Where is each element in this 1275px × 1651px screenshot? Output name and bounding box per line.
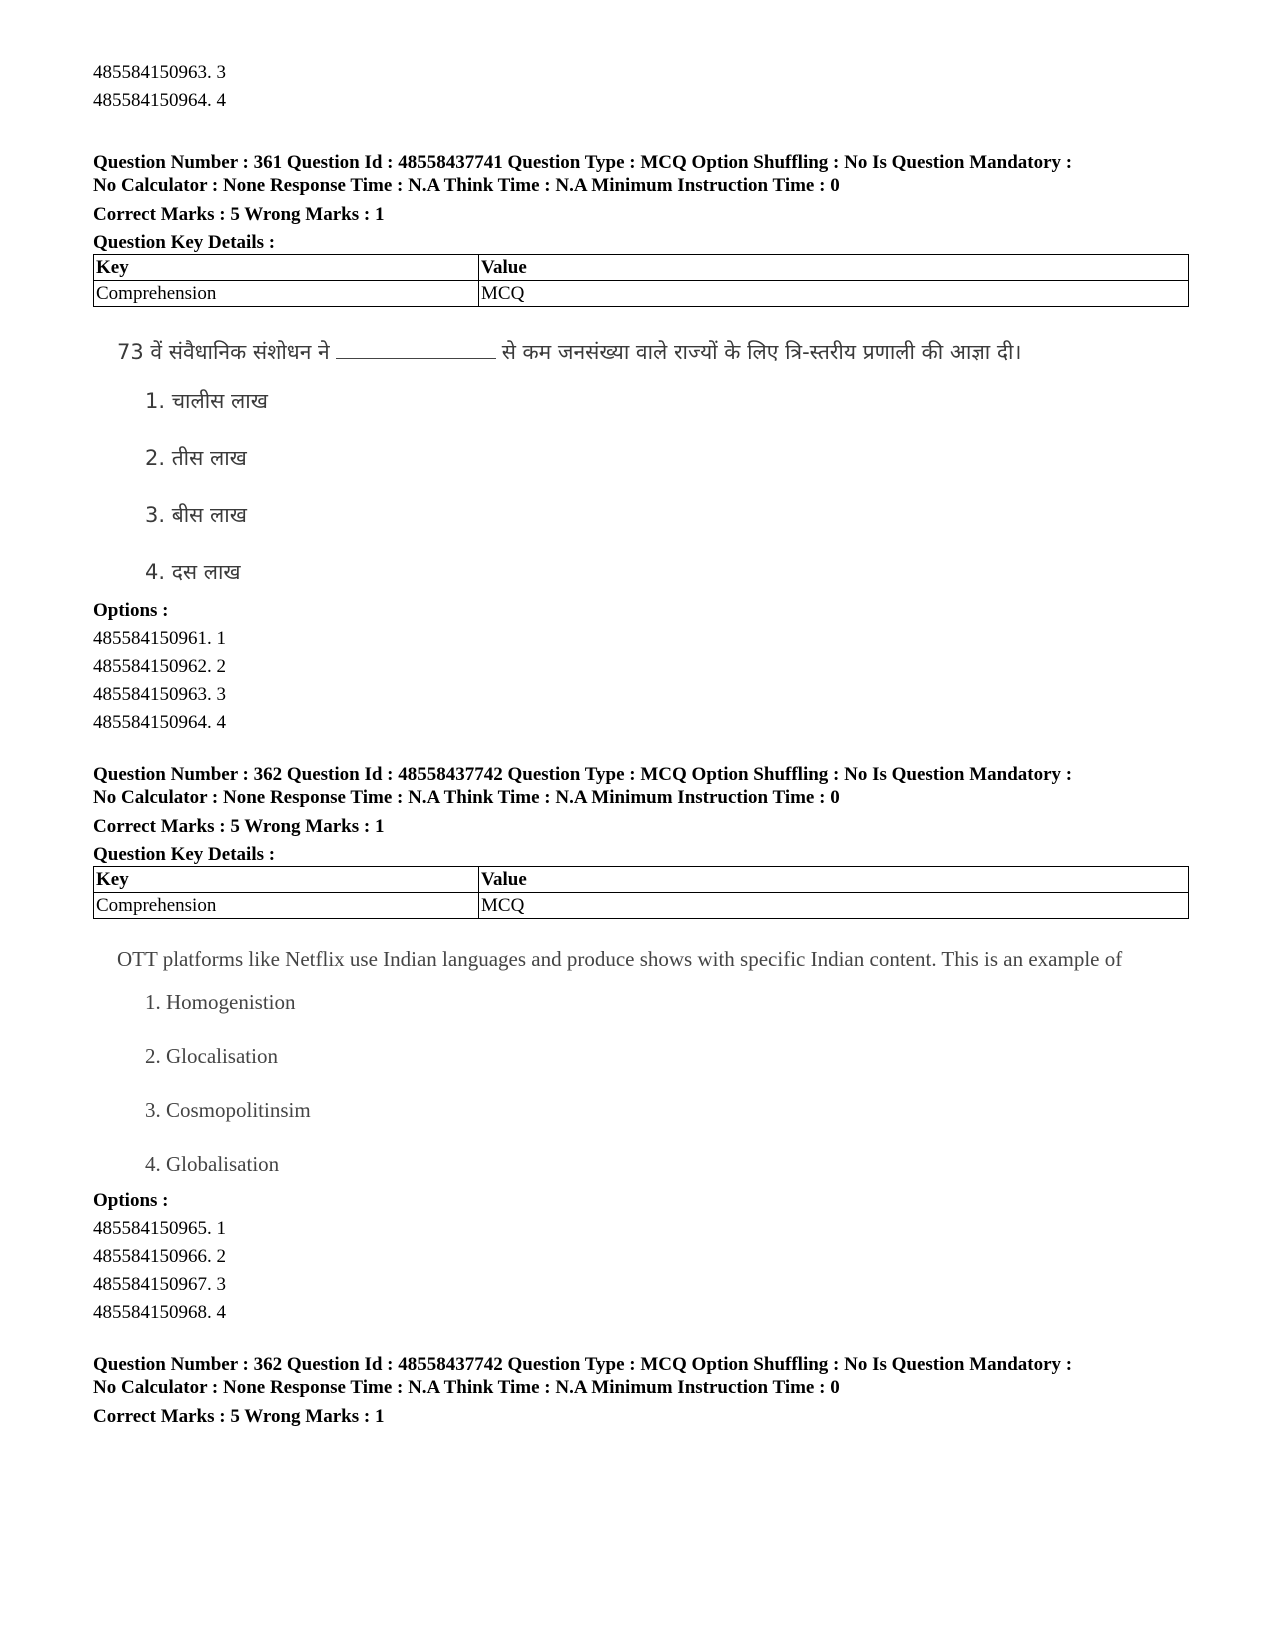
value-header: Value [479, 867, 1189, 893]
stem-text-before: 73 वें संवैधानिक संशोधन ने [117, 340, 330, 364]
question-image [93, 919, 1183, 1187]
marks-line: Correct Marks : 5 Wrong Marks : 1 [93, 204, 385, 225]
choice-item: 1. Homogenistion [145, 990, 296, 1014]
option-line: 485584150962. 2 [93, 656, 226, 677]
key-details-label: Question Key Details : [93, 232, 276, 253]
key-details-label: Question Key Details : [93, 844, 276, 865]
question-stem: OTT platforms like Netflix use Indian languages and produce shows with specific Indian content. This is an example of [117, 947, 1123, 971]
question-stem [117, 337, 1183, 367]
choice-item: 3. Cosmopolitinsim [145, 1098, 311, 1122]
question-header-line-2: No Calculator : None Response Time : N.A Think Time : N.A Minimum Instruction Time : 0 [93, 175, 840, 196]
choice-item: 4. दस लाख [145, 560, 241, 584]
key-cell: Comprehension [94, 281, 479, 307]
choice-item: 2. Glocalisation [145, 1044, 278, 1068]
question-header-line-2: No Calculator : None Response Time : N.A Think Time : N.A Minimum Instruction Time : 0 [93, 787, 840, 808]
option-line: 485584150967. 3 [93, 1274, 226, 1295]
choice-item: 3. बीस लाख [145, 503, 247, 527]
value-header: Value [479, 255, 1189, 281]
options-label: Options : [93, 600, 169, 621]
question-header-line-2: No Calculator : None Response Time : N.A Think Time : N.A Minimum Instruction Time : 0 [93, 1377, 840, 1398]
option-line: 485584150963. 3 [93, 684, 226, 705]
choice-item: 1. चालीस लाख [145, 389, 268, 413]
marks-line: Correct Marks : 5 Wrong Marks : 1 [93, 1406, 385, 1427]
key-details-table [93, 866, 1189, 919]
choice-item: 4. Globalisation [145, 1152, 280, 1176]
option-line: 485584150964. 4 [93, 90, 226, 111]
question-header-line-1: Question Number : 362 Question Id : 48558437742 Question Type : MCQ Option Shuffling : No Is Question Mandatory : [93, 764, 1073, 785]
option-line: 485584150963. 3 [93, 62, 226, 83]
choice-item: 2. तीस लाख [145, 446, 247, 470]
option-line: 485584150968. 4 [93, 1302, 226, 1323]
question-header-line-1: Question Number : 361 Question Id : 48558437741 Question Type : MCQ Option Shuffling : No Is Question Mandatory : [93, 152, 1073, 173]
question-block-362 [93, 763, 1183, 1327]
option-line: 485584150961. 1 [93, 628, 226, 649]
options-label: Options : [93, 1190, 169, 1211]
key-details-table [93, 254, 1189, 307]
option-line: 485584150964. 4 [93, 712, 226, 733]
question-image [93, 307, 1183, 597]
question-block-361 [93, 151, 1183, 737]
value-cell: MCQ [479, 893, 1189, 919]
marks-line: Correct Marks : 5 Wrong Marks : 1 [93, 816, 385, 837]
key-header: Key [94, 255, 479, 281]
option-line: 485584150966. 2 [93, 1246, 226, 1267]
document-page [93, 59, 1183, 1431]
value-cell: MCQ [479, 281, 1189, 307]
key-header: Key [94, 867, 479, 893]
stem-text-after: से कम जनसंख्या वाले राज्यों के लिए त्रि-स्तरीय प्रणाली की आज्ञा दी। [501, 340, 1022, 364]
question-block-362-continued [93, 1353, 1183, 1431]
key-cell: Comprehension [94, 893, 479, 919]
question-header-line-1: Question Number : 362 Question Id : 48558437742 Question Type : MCQ Option Shuffling : No Is Question Mandatory : [93, 1354, 1073, 1375]
option-line: 485584150965. 1 [93, 1218, 226, 1239]
fill-blank [336, 338, 496, 359]
